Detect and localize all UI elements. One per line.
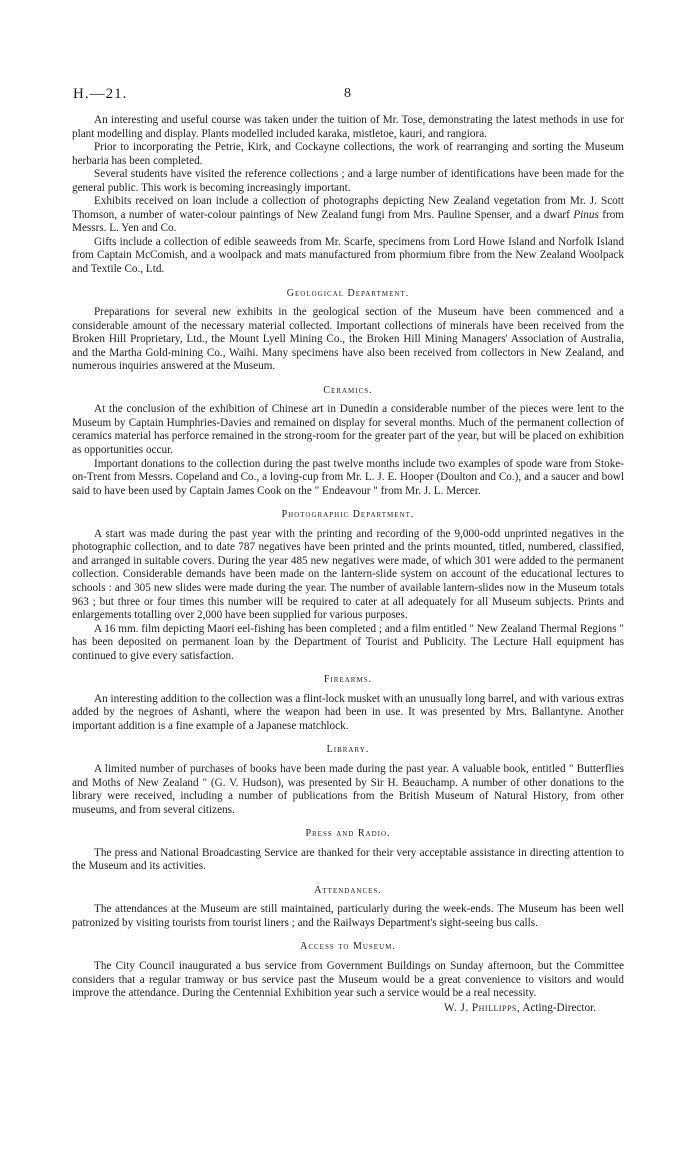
signatory-name: W. J. Phillipps,	[443, 1001, 521, 1014]
paragraph: Preparations for several new exhibits in the geological section of the Museum have been commenced and a considerable amount of the necessary material collected. Important collections of minerals have been received from the Broken Hill Proprietary, Ltd., the Mount Lyell Mining Co., the Broken Hill Mining Managers' Association of Australia, and the Martha Gold-mining Co., Waihi. Many specimens have also been received from collectors in New Zealand, and numerous inquiries answered at the Museum.	[72, 306, 624, 373]
paragraph: The City Council inaugurated a bus service from Government Buildings on Sunday afternoon, but the Committee considers that a regular tramway or bus service past the Museum would be a great convenience to visitors and would improve the attendance. During the Centennial Exhibition year such a service would be a real necessity.	[72, 959, 624, 1000]
paragraph: A limited number of purchases of books have been made during the past year. A valuable book, entitled " Butterflies and Moths of New Zealand " (G. V. Hudson), was presented by Sir H. Beauchamp. A number of other donations to the library were received, including a number of publications from the British Museum of Natural History, from other museums, and from several citizens.	[72, 762, 624, 816]
section-heading-photographic: Photographic Department.	[281, 509, 415, 521]
report-reference: H.—21.	[73, 86, 128, 102]
paragraph: The attendances at the Museum are still maintained, particularly during the week-ends. The Museum has been well patronized by visiting tourists from tourist liners ; and the Railways Department's sight-seeing bus calls.	[72, 903, 624, 929]
paragraph: Prior to incorporating the Petrie, Kirk, and Cockayne collections, the work of rearranging and sorting the Museum herbaria has been completed.	[72, 141, 624, 167]
paragraph: Several students have visited the reference collections ; and a large number of identifications have been made for the general public. This work is becoming increasingly important.	[72, 168, 624, 194]
signature-line	[72, 1002, 624, 1016]
paragraph: The press and National Broadcasting Service are thanked for their very acceptable assistance in directing attention to the Museum and its activities.	[72, 846, 624, 873]
paragraph: At the conclusion of the exhibition of Chinese art in Dunedin a considerable number of the pieces were lent to the Museum by Captain Humphries-Davies and remained on display for several months. Much of the permanent collection of ceramics material has perforce remained in the strong-room for the greater part of the year, but will be placed on exhibition as opportunities occur.	[72, 403, 624, 457]
section-heading-attendances: Attendances.	[314, 884, 382, 896]
section-heading-library: Library.	[326, 744, 370, 756]
signatory-role: Acting-Director.	[522, 1001, 596, 1014]
section-heading-press: Press and Radio.	[305, 828, 391, 840]
paragraph: An interesting and useful course was taken under the tuition of Mr. Tose, demonstrating the latest methods in use for plant modelling and display. Plants modelled included karaka, mistletoe, kauri, and rangiora.	[72, 114, 624, 140]
italic-term: Pinus	[573, 208, 599, 221]
paragraph: A 16 mm. film depicting Maori eel-fishing has been completed ; and a film entitled " New Zealand Thermal Regions " has been deposited on permanent loan by the Department of Tourist and Publicity. The Lecture Hall equipment has continued to give every satisfaction.	[72, 622, 624, 662]
paragraph: Important donations to the collection during the past twelve months include two examples of spode ware from Stoke-on-Trent from Messrs. Copeland and Co., a loving-cup from Mr. L. J. E. Hooper (Doulton and Co.), and a saucer and bowl said to have been used by Captain James Cook on the " Endeavour " from Mr. J. L. Mercer.	[72, 457, 624, 497]
section-heading-geological: Geological Department.	[286, 287, 410, 299]
paragraph: An interesting addition to the collection was a flint-lock musket with an unusually long barrel, and with various extras added by the negroes of Ashanti, where the weapon had been in use. It was presented by Mrs. Ballantyne. Another important addition is a fine example of a Japanese matchlock.	[72, 692, 624, 732]
section-heading-access: Access to Museum.	[300, 941, 396, 953]
paragraph: A start was made during the past year with the printing and recording of the 9,000-odd unprinted negatives in the photographic collection, and to date 787 negatives have been printed and the prints mounted, titled, numbered, classified, and arranged in suitable covers. During the year 485 new negatives were made, of which 301 were added to the permanent collection. Considerable demands have been made on the lantern-slide system on account of the educational lectures to schools : and 305 new slides were made during the year. The number of available lantern-slides now in the Museum totals 963 ; but three or four times this number will be required to cater at all adequately for all Museum subjects. Prints and enlargements totalling over 2,000 have been supplied for various purposes.	[72, 527, 624, 622]
paragraph: Exhibits received on loan include a collection of photographs depicting New Zealand vegetation from Mr. J. Scott Thomson, a number of water-colour paintings of New Zealand fungi from Mrs. Pauline Spenser, and a dwarf Pinus from Messrs. L. Yen and Co.	[72, 195, 625, 235]
page-number: 8	[344, 86, 351, 101]
paragraph: Gifts include a collection of edible seaweeds from Mr. Scarfe, specimens from Lord Howe Island and Norfolk Island from Captain McComish, and a woolpack and mats manufactured from phormium fibre from the New Zealand Woolpack and Textile Co., Ltd.	[72, 235, 624, 276]
document-body	[72, 114, 624, 1015]
section-heading-firearms: Firearms.	[323, 674, 373, 686]
section-heading-ceramics: Ceramics.	[323, 384, 373, 396]
